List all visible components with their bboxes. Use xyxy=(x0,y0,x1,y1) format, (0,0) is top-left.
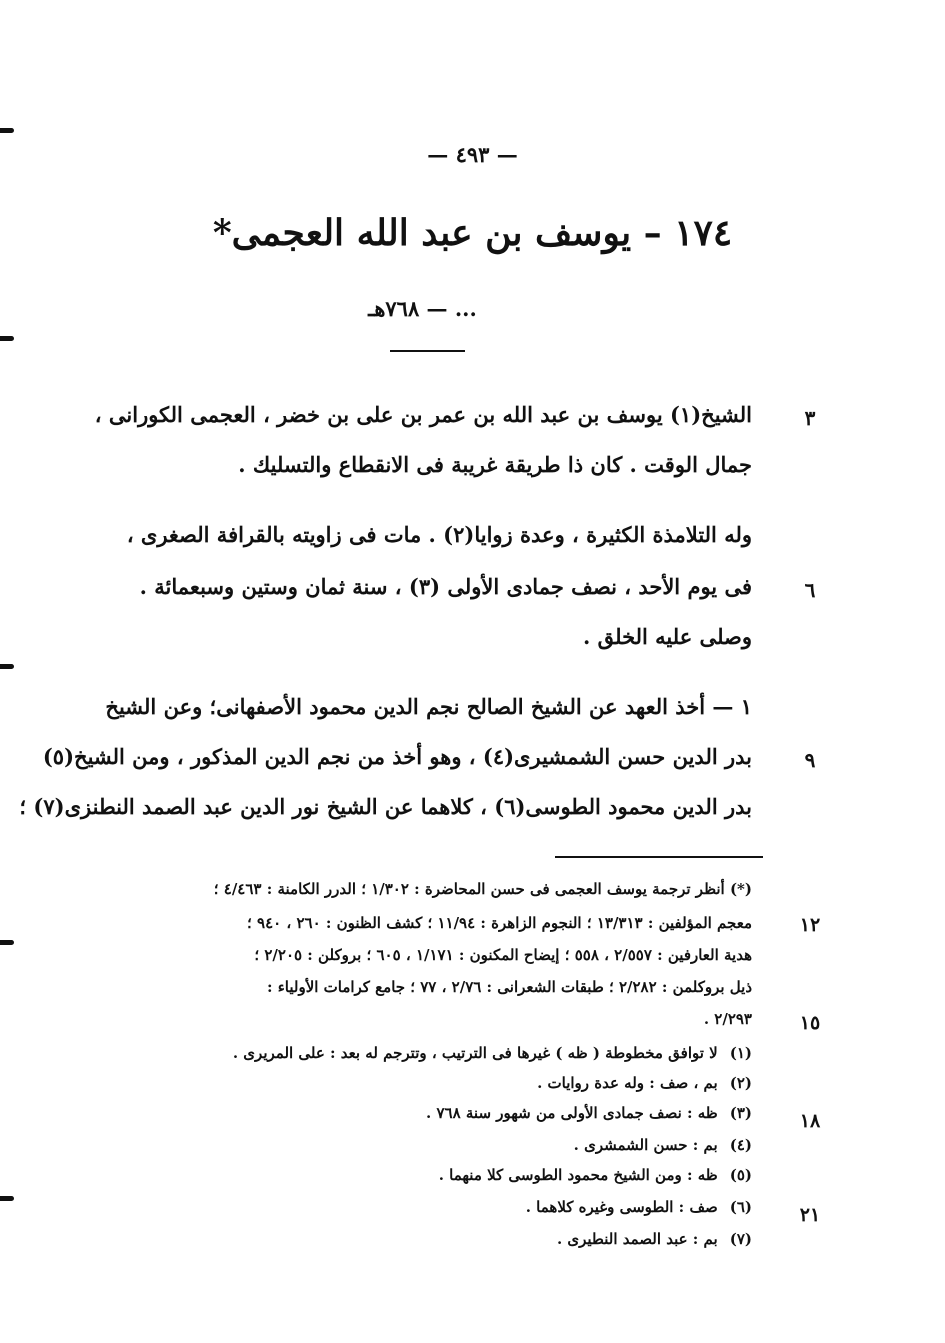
line-number: ١٨ xyxy=(799,1110,821,1132)
footnote-reference-line: معجم المؤلفين : ١٣/٣١٣ ؛ النجوم الزاهرة : ١١/٩٤ ؛ كشف الظنون : ٢٦٠ ، ٩٤٠ ؛ xyxy=(247,914,752,932)
note-text: ظه : نصف جمادى الأولى من شهور سنة ٧٦٨ . xyxy=(426,1104,718,1122)
body-line: ١ — أخذ العهد عن الشيخ الصالح نجم الدين محمود الأصفهانى؛ وعن الشيخ xyxy=(105,694,752,719)
page-number: — ٤٩٣ — xyxy=(427,142,518,167)
line-number: ٢١ xyxy=(799,1204,821,1226)
note-marker: (٤) xyxy=(729,1136,752,1154)
note-marker: (٥) xyxy=(729,1166,752,1184)
note-text: بم ، صف : وله عدة روايات . xyxy=(537,1074,718,1092)
body-line: فى يوم الأحد ، نصف جمادى الأولى (٣) ، سنة ثمان وستين وسبعمائة . xyxy=(139,574,752,599)
title-divider xyxy=(390,350,465,352)
note-text: لا توافق مخطوطة ( ظه ) غيرها فى الترتيب ، وتترجم له بعد : على المريرى . xyxy=(232,1044,718,1062)
note-marker: (٦) xyxy=(729,1198,752,1216)
body-line: جمال الوقت . كان ذا طريقة غريبة فى الانقطاع والتسليك . xyxy=(238,452,752,477)
scan-edge-mark xyxy=(0,336,14,341)
variant-note xyxy=(152,1136,752,1154)
note-text: بم : حسن الشمشرى . xyxy=(573,1136,718,1154)
body-line: وصلى عليه الخلق . xyxy=(582,624,752,649)
note-marker: (٣) xyxy=(729,1104,752,1122)
note-text: بم : عبد الصمد النطيرى . xyxy=(556,1230,718,1248)
entry-date-range: ... — ٧٦٨هـ xyxy=(368,296,477,321)
line-number: ٣ xyxy=(804,406,816,430)
line-number: ١٥ xyxy=(799,1012,821,1034)
footnote-reference-line: ٢/٢٩٣ . xyxy=(703,1010,752,1028)
variant-note xyxy=(152,1230,752,1248)
scan-edge-mark xyxy=(0,664,14,669)
variant-note xyxy=(152,1104,752,1122)
note-text: ظه : ومن الشيخ محمود الطوسى كلا منهما . xyxy=(438,1166,718,1184)
variant-note xyxy=(152,1074,752,1092)
note-marker: (١) xyxy=(729,1044,752,1062)
body-line: بدر الدين حسن الشمشيرى(٤) ، وهو أخذ من نجم الدين المذكور ، ومن الشيخ(٥) xyxy=(42,744,752,769)
line-number: ١٢ xyxy=(799,914,821,936)
variant-note xyxy=(152,1198,752,1216)
note-text: صف : الطوسى وغيره كلاهما . xyxy=(525,1198,718,1216)
scan-edge-mark xyxy=(0,1196,14,1201)
line-number: ٦ xyxy=(804,578,816,602)
scan-edge-mark xyxy=(0,940,14,945)
scan-edge-mark xyxy=(0,128,14,133)
footnote-reference-line: (*) أنظر ترجمة يوسف العجمى فى حسن المحاضرة : ١/٣٠٢ ؛ الدرر الكامنة : ٤/٤٦٣ ؛ xyxy=(213,880,752,898)
note-marker: (٢) xyxy=(729,1074,752,1092)
entry-title: ١٧٤ – يوسف بن عبد الله العجمى* xyxy=(212,212,733,254)
footnote-reference-line: ذيل بروكلمن : ٢/٢٨٢ ؛ طبقات الشعرانى : ٢/٧٦ ، ٧٧ ؛ جامع كرامات الأولياء : xyxy=(266,978,752,996)
body-line: وله التلامذة الكثيرة ، وعدة زوايا(٢) . مات فى زاويته بالقرافة الصغرى ، xyxy=(126,522,752,547)
note-marker: (٧) xyxy=(729,1230,752,1248)
footnote-reference-line: هدية العارفين : ٢/٥٥٧ ، ٥٥٨ ؛ إيضاح المكنون : ١/١٧١ ، ٦٠٥ ؛ بروكلن : ٢/٢٠٥ ؛ xyxy=(254,946,752,964)
variant-note xyxy=(152,1166,752,1184)
body-line: الشيخ(١) يوسف بن عبد الله بن عمر بن على بن خضر ، العجمى الكورانى ، xyxy=(94,402,752,427)
line-number: ٩ xyxy=(804,748,816,772)
footnote-divider xyxy=(555,856,763,858)
body-line: بدر الدين محمود الطوسى(٦) ، كلاهما عن الشيخ نور الدين عبد الصمد النطنزى(٧) ؛ xyxy=(19,794,752,819)
variant-note xyxy=(152,1044,752,1062)
